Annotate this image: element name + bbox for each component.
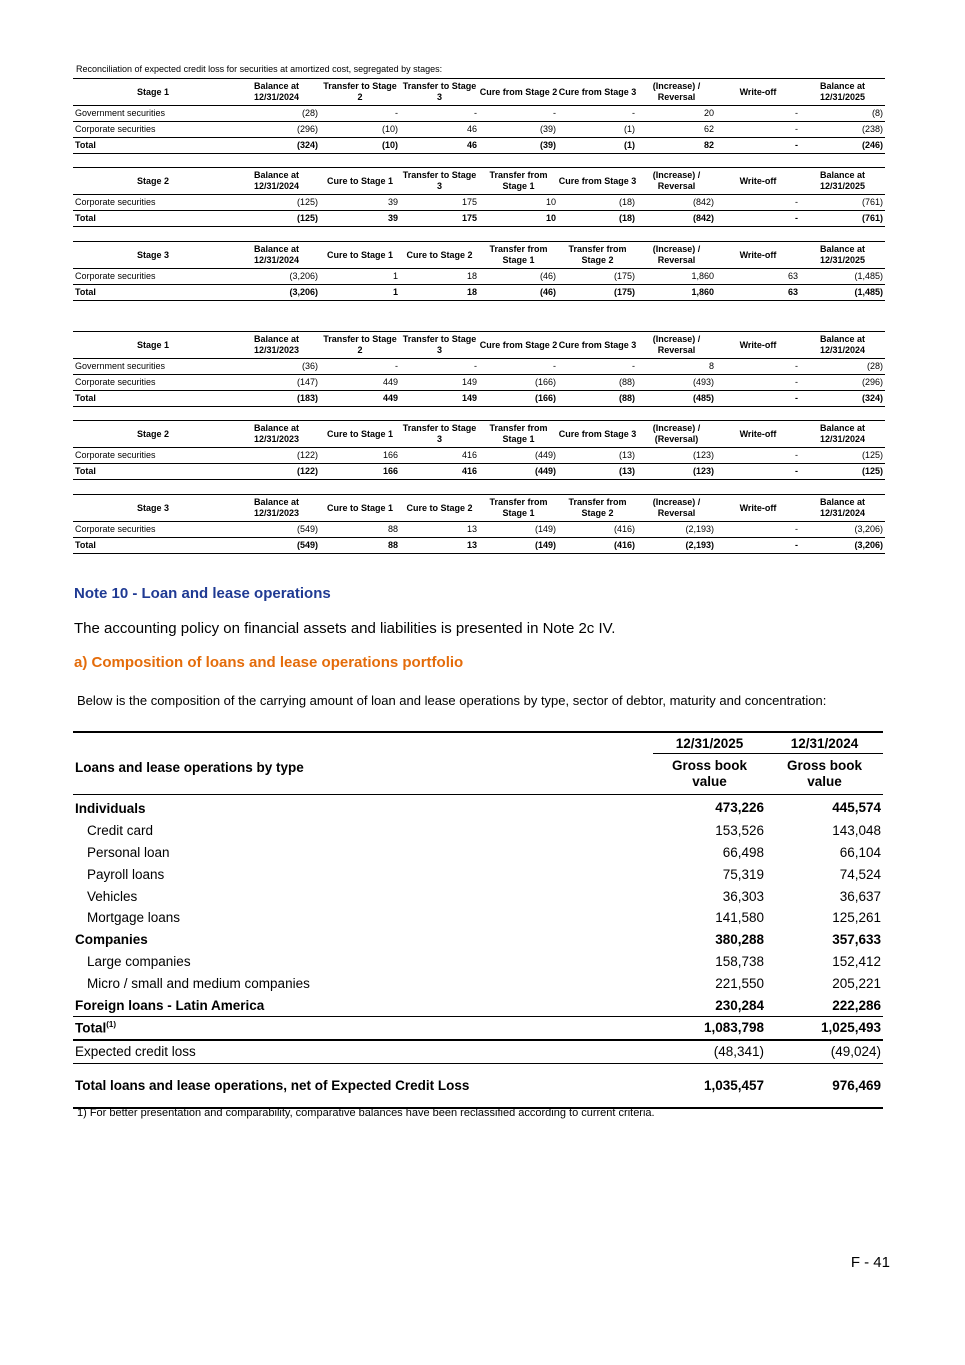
total-label: Total	[73, 285, 233, 301]
column-header: (Increase) / Reversal	[637, 242, 716, 269]
column-header: Cure to Stage 1	[320, 495, 400, 522]
total-value: (3,206)	[800, 538, 885, 554]
cell-value: -	[479, 106, 558, 122]
row-label: Corporate securities	[73, 195, 233, 211]
total-value: (149)	[479, 538, 558, 554]
total-value: (449)	[479, 464, 558, 480]
recon-table-stage3-2025	[73, 241, 885, 301]
total-value: 39	[320, 211, 400, 227]
total-value: (2,193)	[637, 538, 716, 554]
total-label: Total	[73, 464, 233, 480]
ecl-2025: (48,341)	[653, 1040, 766, 1063]
row-label: Corporate securities	[73, 122, 233, 138]
value-2025: 221,550	[715, 975, 764, 991]
column-header: Cure from Stage 3	[558, 168, 637, 195]
value-2025: 158,738	[715, 953, 764, 969]
cell-value: 449	[320, 375, 400, 391]
column-header: Stage 3	[73, 495, 233, 522]
cell-value: (46)	[479, 269, 558, 285]
column-header: Transfer from Stage 1	[479, 495, 558, 522]
cell-value: 13	[400, 522, 479, 538]
total-value: (1)	[558, 138, 637, 154]
column-header: Cure from Stage 2	[479, 332, 558, 359]
composition-row-header: Loans and lease operations by type	[73, 732, 653, 795]
total-value: (324)	[233, 138, 320, 154]
net-total-2024: 976,469	[766, 1063, 883, 1108]
cell-value: -	[716, 448, 800, 464]
column-header: Transfer from Stage 1	[479, 242, 558, 269]
cell-value: -	[716, 375, 800, 391]
column-header: Write-off	[716, 168, 800, 195]
gross-book-value-header-2025: Gross book value	[653, 754, 766, 795]
cell-value: (296)	[233, 122, 320, 138]
cell-value: -	[716, 122, 800, 138]
column-header: Stage 1	[73, 79, 233, 106]
total-value: 63	[716, 285, 800, 301]
total-value: (183)	[233, 391, 320, 407]
column-header: Cure to Stage 2	[400, 495, 479, 522]
cell-value: (149)	[479, 522, 558, 538]
total-value: 10	[479, 211, 558, 227]
table-row	[73, 522, 885, 538]
cell-value: 46	[400, 122, 479, 138]
total-value: -	[716, 211, 800, 227]
cell-value: (122)	[233, 448, 320, 464]
value-2025: 230,284	[715, 997, 764, 1013]
cell-value: (18)	[558, 195, 637, 211]
composition-row-label: Credit card	[87, 823, 154, 839]
total-value: (18)	[558, 211, 637, 227]
cell-value: (761)	[800, 195, 885, 211]
total-value: 416	[400, 464, 479, 480]
table-row	[73, 375, 885, 391]
column-header: Cure to Stage 2	[400, 242, 479, 269]
cell-value: 149	[400, 375, 479, 391]
total-value: (46)	[479, 285, 558, 301]
column-header: Cure to Stage 1	[320, 168, 400, 195]
cell-value: -	[400, 359, 479, 375]
composition-row	[73, 863, 883, 885]
column-header: (Increase) / Reversal	[637, 495, 716, 522]
total-label: Total	[73, 138, 233, 154]
total-value: (166)	[479, 391, 558, 407]
total-value: 82	[637, 138, 716, 154]
total-value: (324)	[800, 391, 885, 407]
column-header: Balance at 12/31/2023	[233, 421, 320, 448]
cell-value: 416	[400, 448, 479, 464]
column-header: Balance at 12/31/2024	[800, 332, 885, 359]
column-header: Transfer from Stage 2	[558, 242, 637, 269]
column-header: Transfer from Stage 1	[479, 421, 558, 448]
cell-value: (36)	[233, 359, 320, 375]
column-date-2024: 12/31/2024	[766, 732, 883, 754]
composition-row-label: Companies	[75, 932, 148, 948]
cell-value: (125)	[800, 448, 885, 464]
total-2024: 1,025,493	[766, 1016, 883, 1039]
cell-value: 10	[479, 195, 558, 211]
column-header: Transfer from Stage 2	[558, 495, 637, 522]
column-header: Balance at 12/31/2024	[233, 242, 320, 269]
value-2025: 380,288	[715, 932, 764, 948]
value-2024: 222,286	[832, 997, 881, 1013]
column-header: Transfer to Stage 3	[400, 421, 479, 448]
cell-value: (3,206)	[800, 522, 885, 538]
reconciliation-caption: Reconciliation of expected credit loss for securities at amortized cost, segregated by stages:	[76, 64, 443, 74]
value-2025: 66,498	[722, 844, 764, 860]
column-header: Cure from Stage 3	[558, 421, 637, 448]
composition-row-label: Individuals	[75, 801, 146, 817]
column-header: Balance at 12/31/2025	[800, 168, 885, 195]
column-header: Transfer to Stage 3	[400, 79, 479, 106]
value-2025: 141,580	[715, 910, 764, 926]
table-row	[73, 106, 885, 122]
total-value: -	[716, 538, 800, 554]
column-header: Stage 3	[73, 242, 233, 269]
column-header: Write-off	[716, 79, 800, 106]
cell-value: -	[400, 106, 479, 122]
total-row	[73, 285, 885, 301]
row-label: Corporate securities	[73, 522, 233, 538]
column-header: (Increase) / Reversal	[637, 332, 716, 359]
cell-value: (166)	[479, 375, 558, 391]
composition-row-label: Foreign loans - Latin America	[75, 997, 265, 1013]
column-header: Cure to Stage 1	[320, 242, 400, 269]
column-header: Cure from Stage 2	[479, 79, 558, 106]
column-header: Write-off	[716, 242, 800, 269]
cell-value: (28)	[233, 106, 320, 122]
total-value: (125)	[233, 211, 320, 227]
total-value: 1	[320, 285, 400, 301]
cell-value: 63	[716, 269, 800, 285]
composition-row	[73, 907, 883, 929]
composition-row-label: Personal loan	[87, 844, 170, 860]
note-title: Note 10 - Loan and lease operations	[74, 585, 331, 602]
ecl-2024: (49,024)	[766, 1040, 883, 1063]
recon-table-stage2-2024	[73, 420, 885, 480]
cell-value: -	[716, 106, 800, 122]
cell-value: (13)	[558, 448, 637, 464]
column-header: Write-off	[716, 421, 800, 448]
table-row	[73, 269, 885, 285]
column-header: Transfer to Stage 3	[400, 168, 479, 195]
table-row	[73, 195, 885, 211]
column-header: Cure from Stage 3	[558, 332, 637, 359]
total-value: 175	[400, 211, 479, 227]
composition-row-label: Mortgage loans	[87, 910, 181, 926]
value-2024: 66,104	[839, 844, 881, 860]
composition-row	[73, 929, 883, 951]
cell-value: 62	[637, 122, 716, 138]
cell-value: -	[320, 359, 400, 375]
cell-value: (449)	[479, 448, 558, 464]
footnote: 1) For better presentation and comparability, comparative balances have been reclassified according to current criteria.	[77, 1107, 655, 1119]
table-row	[73, 448, 885, 464]
cell-value: (3,206)	[233, 269, 320, 285]
cell-value: (493)	[637, 375, 716, 391]
cell-value: 8	[637, 359, 716, 375]
column-header: Cure to Stage 1	[320, 421, 400, 448]
total-value: (10)	[320, 138, 400, 154]
total-value: 18	[400, 285, 479, 301]
intro-text: Below is the composition of the carrying amount of loan and lease operations by type, sector of debtor, maturity and concentration:	[77, 693, 827, 708]
total-value: 449	[320, 391, 400, 407]
column-header: Balance at 12/31/2025	[800, 79, 885, 106]
cell-value: (416)	[558, 522, 637, 538]
total-value: (175)	[558, 285, 637, 301]
total-row	[73, 211, 885, 227]
table-row	[73, 122, 885, 138]
column-header: Write-off	[716, 332, 800, 359]
composition-row-label: Payroll loans	[87, 866, 165, 882]
cell-value: (88)	[558, 375, 637, 391]
cell-value: -	[558, 359, 637, 375]
total-value: (549)	[233, 538, 320, 554]
column-header: (Increase) / Reversal	[637, 168, 716, 195]
total-value: (13)	[558, 464, 637, 480]
value-2024: 205,221	[832, 975, 881, 991]
total-value: (416)	[558, 538, 637, 554]
cell-value: (8)	[800, 106, 885, 122]
recon-table-stage1-2025	[73, 78, 885, 154]
cell-value: (1,485)	[800, 269, 885, 285]
column-header: Balance at 12/31/2023	[233, 332, 320, 359]
total-value: (123)	[637, 464, 716, 480]
total-value: (1,485)	[800, 285, 885, 301]
total-value: (485)	[637, 391, 716, 407]
composition-row	[73, 972, 883, 994]
composition-row	[73, 795, 883, 820]
value-2024: 357,633	[832, 932, 881, 948]
row-label: Corporate securities	[73, 269, 233, 285]
total-value: (246)	[800, 138, 885, 154]
column-header: Balance at 12/31/2025	[800, 242, 885, 269]
composition-row-label: Micro / small and medium companies	[87, 975, 310, 991]
total-value: (122)	[233, 464, 320, 480]
cell-value: -	[479, 359, 558, 375]
composition-row	[73, 820, 883, 842]
recon-table-stage1-2024	[73, 331, 885, 407]
value-2025: 36,303	[722, 888, 764, 904]
cell-value: 39	[320, 195, 400, 211]
total-value: (761)	[800, 211, 885, 227]
cell-value: (2,193)	[637, 522, 716, 538]
column-header: Stage 2	[73, 168, 233, 195]
value-2024: 125,261	[832, 910, 881, 926]
total-row	[73, 138, 885, 154]
column-header: Transfer to Stage 2	[320, 332, 400, 359]
cell-value: 1,860	[637, 269, 716, 285]
column-header: (Increase) / Reversal	[637, 79, 716, 106]
cell-value: 166	[320, 448, 400, 464]
composition-table	[73, 731, 883, 1109]
value-2025: 75,319	[722, 866, 764, 882]
cell-value: (123)	[637, 448, 716, 464]
total-label: Total	[73, 538, 233, 554]
total-value: 1,860	[637, 285, 716, 301]
cell-value: 175	[400, 195, 479, 211]
total-row	[73, 391, 885, 407]
value-2024: 445,574	[832, 799, 881, 815]
composition-row-label: Vehicles	[87, 888, 138, 904]
value-2024: 36,637	[839, 888, 881, 904]
cell-value: (842)	[637, 195, 716, 211]
total-value: -	[716, 391, 800, 407]
cell-value: -	[716, 195, 800, 211]
column-header: Balance at 12/31/2024	[800, 421, 885, 448]
column-header: Transfer from Stage 1	[479, 168, 558, 195]
column-header: Transfer to Stage 2	[320, 79, 400, 106]
column-header: Stage 2	[73, 421, 233, 448]
total-label: Total	[73, 211, 233, 227]
cell-value: -	[558, 106, 637, 122]
cell-value: (296)	[800, 375, 885, 391]
net-total-2025: 1,035,457	[653, 1063, 766, 1108]
column-header: Balance at 12/31/2023	[233, 495, 320, 522]
row-label: Government securities	[73, 359, 233, 375]
cell-value: 88	[320, 522, 400, 538]
composition-row-label: Large companies	[87, 953, 191, 969]
total-label: Total	[73, 391, 233, 407]
cell-value: 18	[400, 269, 479, 285]
total-2025: 1,083,798	[653, 1016, 766, 1039]
composition-row	[73, 885, 883, 907]
composition-row	[73, 951, 883, 973]
cell-value: (28)	[800, 359, 885, 375]
cell-value: (1)	[558, 122, 637, 138]
ecl-label: Expected credit loss	[73, 1040, 653, 1063]
cell-value: 20	[637, 106, 716, 122]
total-value: (125)	[800, 464, 885, 480]
composition-row	[73, 842, 883, 864]
value-2024: 143,048	[832, 823, 881, 839]
total-value: 166	[320, 464, 400, 480]
section-title: a) Composition of loans and lease operations portfolio	[74, 654, 464, 671]
recon-table-stage2-2025	[73, 167, 885, 227]
cell-value: (238)	[800, 122, 885, 138]
column-header: (Increase) / (Reversal)	[637, 421, 716, 448]
cell-value: (147)	[233, 375, 320, 391]
total-value: (842)	[637, 211, 716, 227]
column-header: Balance at 12/31/2024	[233, 79, 320, 106]
cell-value: -	[716, 522, 800, 538]
cell-value: (549)	[233, 522, 320, 538]
column-header: Cure from Stage 3	[558, 79, 637, 106]
policy-text: The accounting policy on financial assets and liabilities is presented in Note 2c IV.	[74, 620, 616, 637]
total-value: -	[716, 464, 800, 480]
value-2024: 74,524	[839, 866, 881, 882]
net-total-label: Total loans and lease operations, net of Expected Credit Loss	[73, 1063, 653, 1108]
total-value: 13	[400, 538, 479, 554]
column-header: Balance at 12/31/2024	[800, 495, 885, 522]
column-header: Transfer to Stage 3	[400, 332, 479, 359]
cell-value: (10)	[320, 122, 400, 138]
table-row	[73, 359, 885, 375]
page-number: F - 41	[850, 1254, 890, 1271]
total-label: Total$^{(1)}$	[73, 1016, 653, 1039]
column-date-2025: 12/31/2025	[653, 732, 766, 754]
total-value: 149	[400, 391, 479, 407]
cell-value: (175)	[558, 269, 637, 285]
recon-table-stage3-2024	[73, 494, 885, 554]
row-label: Corporate securities	[73, 375, 233, 391]
total-value: (39)	[479, 138, 558, 154]
total-row	[73, 464, 885, 480]
gross-book-value-header-2024: Gross book value	[766, 754, 883, 795]
row-label: Government securities	[73, 106, 233, 122]
total-value: (3,206)	[233, 285, 320, 301]
cell-value: -	[716, 359, 800, 375]
column-header: Stage 1	[73, 332, 233, 359]
cell-value: (39)	[479, 122, 558, 138]
cell-value: -	[320, 106, 400, 122]
cell-value: (125)	[233, 195, 320, 211]
column-header: Write-off	[716, 495, 800, 522]
value-2025: 153,526	[715, 823, 764, 839]
total-value: 88	[320, 538, 400, 554]
total-value: 46	[400, 138, 479, 154]
total-value: -	[716, 138, 800, 154]
total-value: (88)	[558, 391, 637, 407]
cell-value: 1	[320, 269, 400, 285]
composition-row	[73, 994, 883, 1016]
row-label: Corporate securities	[73, 448, 233, 464]
value-2024: 152,412	[832, 953, 881, 969]
value-2025: 473,226	[715, 799, 764, 815]
total-row	[73, 538, 885, 554]
column-header: Balance at 12/31/2024	[233, 168, 320, 195]
